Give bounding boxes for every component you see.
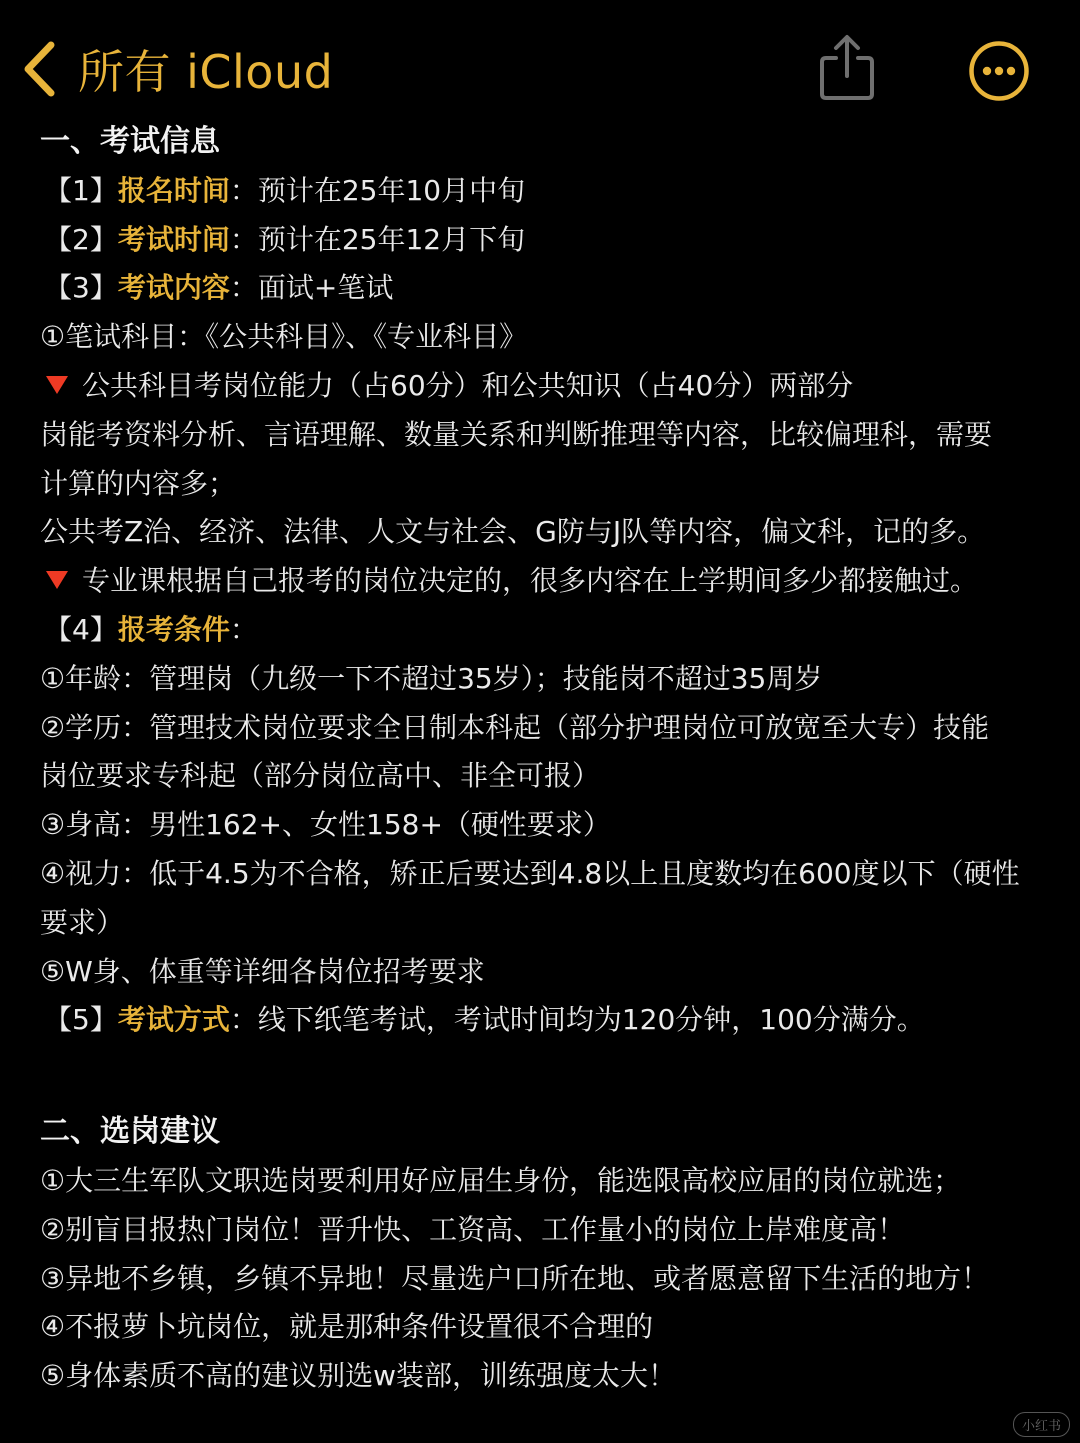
red-triangle-icon xyxy=(46,571,68,589)
item-key: 考试方式 xyxy=(117,1003,230,1037)
item-number: 【2】 xyxy=(44,222,118,256)
paragraph-line: 公共考Z治、经济、法律、人文与社会、G防与J队等内容，偏文科，记的多。 xyxy=(40,515,986,549)
paragraph-line: 岗能考资料分析、言语理解、数量关系和判断推理等内容，比较偏理科，需要 xyxy=(40,417,993,451)
back-button[interactable] xyxy=(22,38,333,100)
tip-line: ①大三生军队文职选岗要利用好应届生身份，能选限高校应届的岗位就选； xyxy=(40,1163,962,1197)
item-key: 报考条件 xyxy=(117,612,230,646)
item-value: 面试+笔试 xyxy=(257,271,394,305)
paragraph-line: 计算的内容多； xyxy=(40,466,237,500)
tip-line: ③异地不乡镇，乡镇不异地！尽量选户口所在地、或者愿意留下生活的地方！ xyxy=(40,1261,990,1295)
item-number: 【5】 xyxy=(44,1003,118,1037)
bullet-text: 专业课根据自己报考的岗位决定的，很多内容在上学期间多少都接触过。 xyxy=(82,564,979,598)
item-number: 【3】 xyxy=(44,271,118,305)
more-icon xyxy=(968,40,1030,102)
condition-education-cont: 岗位要求专科起（部分岗位高中、非全可报） xyxy=(40,759,601,793)
item-number: 【4】 xyxy=(44,612,118,646)
item-value: 线下纸笔考试，考试时间均为120分钟，100分满分。 xyxy=(257,1003,925,1037)
item-colon: ： xyxy=(229,1003,258,1037)
navigation-bar xyxy=(0,0,1080,125)
condition-vision-cont: 要求） xyxy=(40,905,125,939)
exam-content-line xyxy=(40,264,1040,313)
condition-education: ②学历：管理技术岗位要求全日制本科起（部分护理岗位可放宽至大专）技能 xyxy=(40,710,990,744)
more-options-button[interactable] xyxy=(968,40,1030,102)
item-colon: ： xyxy=(229,173,258,207)
share-icon xyxy=(816,32,878,104)
section-title-exam-info: 一、考试信息 xyxy=(40,124,220,159)
share-button[interactable] xyxy=(816,32,878,104)
item-key: 考试内容 xyxy=(117,271,230,305)
tip-line: ④不报萝卜坑岗位，就是那种条件设置很不合理的 xyxy=(40,1310,654,1344)
professional-course-bullet xyxy=(40,557,1040,606)
condition-age: ①年龄：管理岗（九级一下不超过35岁）；技能岗不超过35周岁 xyxy=(40,661,823,695)
condition-vision: ④视力：低于4.5为不合格，矫正后要达到4.8以上且度数均在600度以下（硬性 xyxy=(40,856,1020,890)
note-body[interactable] xyxy=(40,118,1040,1401)
item-value: 预计在25年10月中旬 xyxy=(257,173,526,207)
chevron-left-icon xyxy=(22,40,56,98)
registration-time-line xyxy=(40,167,1040,216)
written-subjects-line: ①笔试科目：《公共科目》、《专业科目》 xyxy=(40,320,528,354)
exam-time-line xyxy=(40,216,1040,265)
condition-height: ③身高：男性162+、女性158+（硬性要求） xyxy=(40,808,611,842)
item-number: 【1】 xyxy=(44,173,118,207)
condition-other: ⑤W身、体重等详细各岗位招考要求 xyxy=(40,954,485,988)
item-key: 考试时间 xyxy=(117,222,230,256)
section-title-job-advice: 二、选岗建议 xyxy=(40,1114,220,1150)
item-colon: ： xyxy=(229,612,258,646)
watermark-logo: 小红书 xyxy=(1013,1412,1070,1437)
public-subject-bullet xyxy=(40,362,1040,411)
item-key: 报名时间 xyxy=(117,173,230,207)
blank-line xyxy=(40,1045,1040,1108)
back-label: 所有 iCloud xyxy=(78,45,334,99)
tip-line: ⑤身体素质不高的建议别选w装部，训练强度太大！ xyxy=(40,1359,677,1393)
item-colon: ： xyxy=(229,271,258,305)
red-triangle-icon xyxy=(46,376,68,394)
bullet-text: 公共科目考岗位能力（占60分）和公共知识（占40分）两部分 xyxy=(82,368,854,402)
requirements-line xyxy=(40,606,1040,655)
item-value: 预计在25年12月下旬 xyxy=(257,222,526,256)
item-colon: ： xyxy=(229,222,258,256)
exam-method-line xyxy=(40,996,1040,1045)
tip-line: ②别盲目报热门岗位！晋升快、工资高、工作量小的岗位上岸难度高！ xyxy=(40,1212,906,1246)
